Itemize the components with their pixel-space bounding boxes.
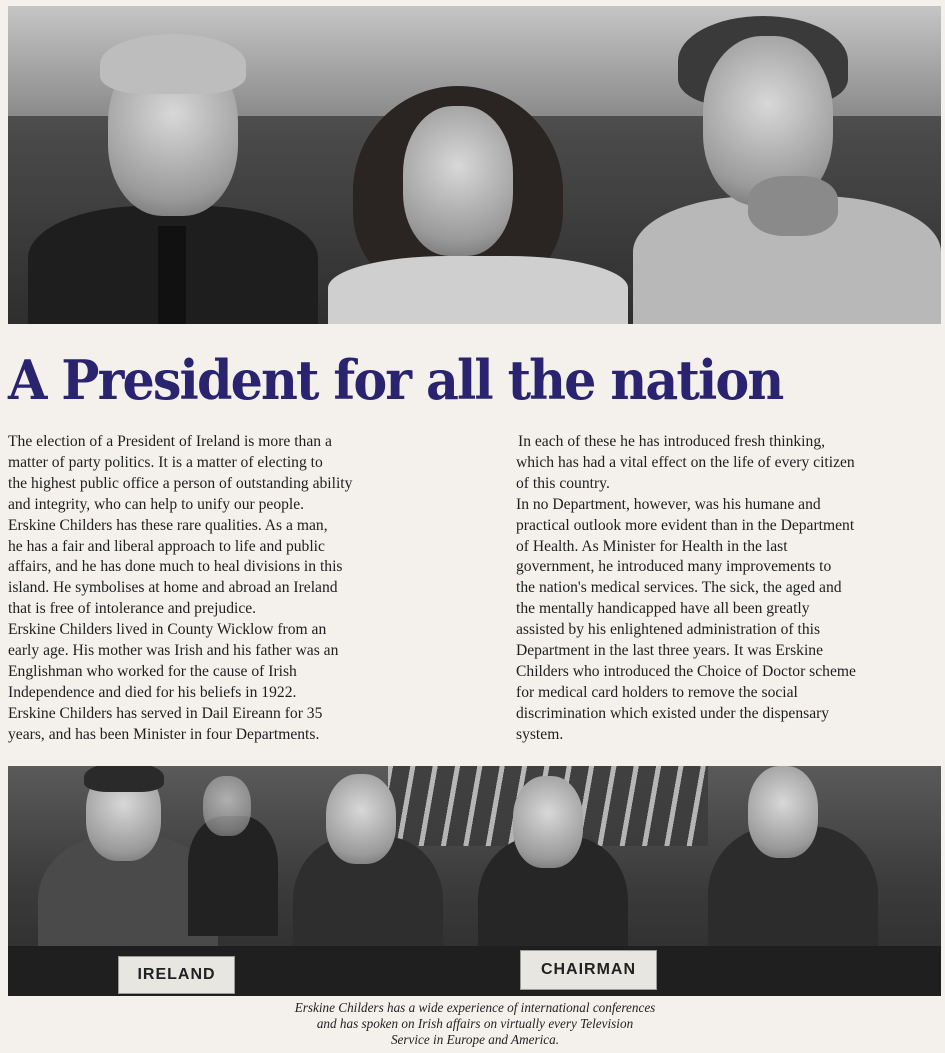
body-line: island. He symbolises at home and abroad an Ireland <box>8 579 338 597</box>
body-line: system. <box>516 725 564 743</box>
body-line: practical outlook more evident than in the Department <box>516 516 855 534</box>
body-line: Erskine Childers has served in Dail Eireann for 35 <box>8 704 323 722</box>
body-line: the nation's medical services. The sick, the aged and <box>516 579 842 597</box>
body-line: Erskine Childers has these rare qualities. As a man, <box>8 516 328 534</box>
placard-ireland: IRELAND <box>118 956 235 994</box>
caption-line: Service in Europe and America. <box>390 1032 560 1047</box>
body-line: In each of these he has introduced fresh thinking, <box>518 433 826 450</box>
body-line: the mentally handicapped have all been greatly <box>516 600 810 618</box>
body-line: affairs, and he has done much to heal divisions in this <box>8 558 343 576</box>
caption-line: and has spoken on Irish affairs on virtually every Television <box>316 1016 634 1031</box>
body-line: assisted by his enlightened administration of this <box>516 621 821 639</box>
body-line: Erskine Childers lived in County Wicklow from an <box>8 621 327 639</box>
body-line: Englishman who worked for the cause of Irish <box>8 662 297 680</box>
body-line: he has a fair and liberal approach to life and public <box>8 537 325 555</box>
body-line: Department in the last three years. It was Erskine <box>516 642 824 660</box>
placard-chairman: CHAIRMAN <box>520 950 657 990</box>
body-line: the highest public office a person of outstanding ability <box>8 474 353 492</box>
body-line: that is free of intolerance and prejudice. <box>8 600 257 618</box>
body-column-left <box>8 432 453 746</box>
body-line: matter of party politics. It is a matter of electing to <box>8 453 323 471</box>
body-line: Childers who introduced the Choice of Doctor scheme <box>516 662 856 680</box>
photo-caption <box>230 1000 720 1048</box>
body-line: government, he introduced many improvements to <box>516 558 832 576</box>
body-column-right <box>516 432 944 746</box>
body-line: discrimination which existed under the dispensary <box>516 704 830 722</box>
body-line: In no Department, however, was his humane and <box>516 495 821 513</box>
body-line: and integrity, who can help to unify our people. <box>8 495 305 513</box>
caption-line: Erskine Childers has a wide experience of international conferences <box>294 1000 656 1015</box>
body-line: for medical card holders to remove the social <box>516 683 798 701</box>
top-photo <box>8 6 941 324</box>
body-line: of Health. As Minister for Health in the last <box>516 537 788 555</box>
body-line: early age. His mother was Irish and his father was an <box>8 642 339 660</box>
bottom-photo <box>8 766 941 996</box>
body-line: which has had a vital effect on the life of every citizen <box>516 453 855 471</box>
body-line: The election of a President of Ireland is more than a <box>8 433 332 450</box>
headline: A President for all the nation <box>8 348 783 412</box>
body-line: of this country. <box>516 474 610 492</box>
body-line: Independence and died for his beliefs in 1922. <box>8 683 297 701</box>
body-line: years, and has been Minister in four Departments. <box>8 725 320 743</box>
